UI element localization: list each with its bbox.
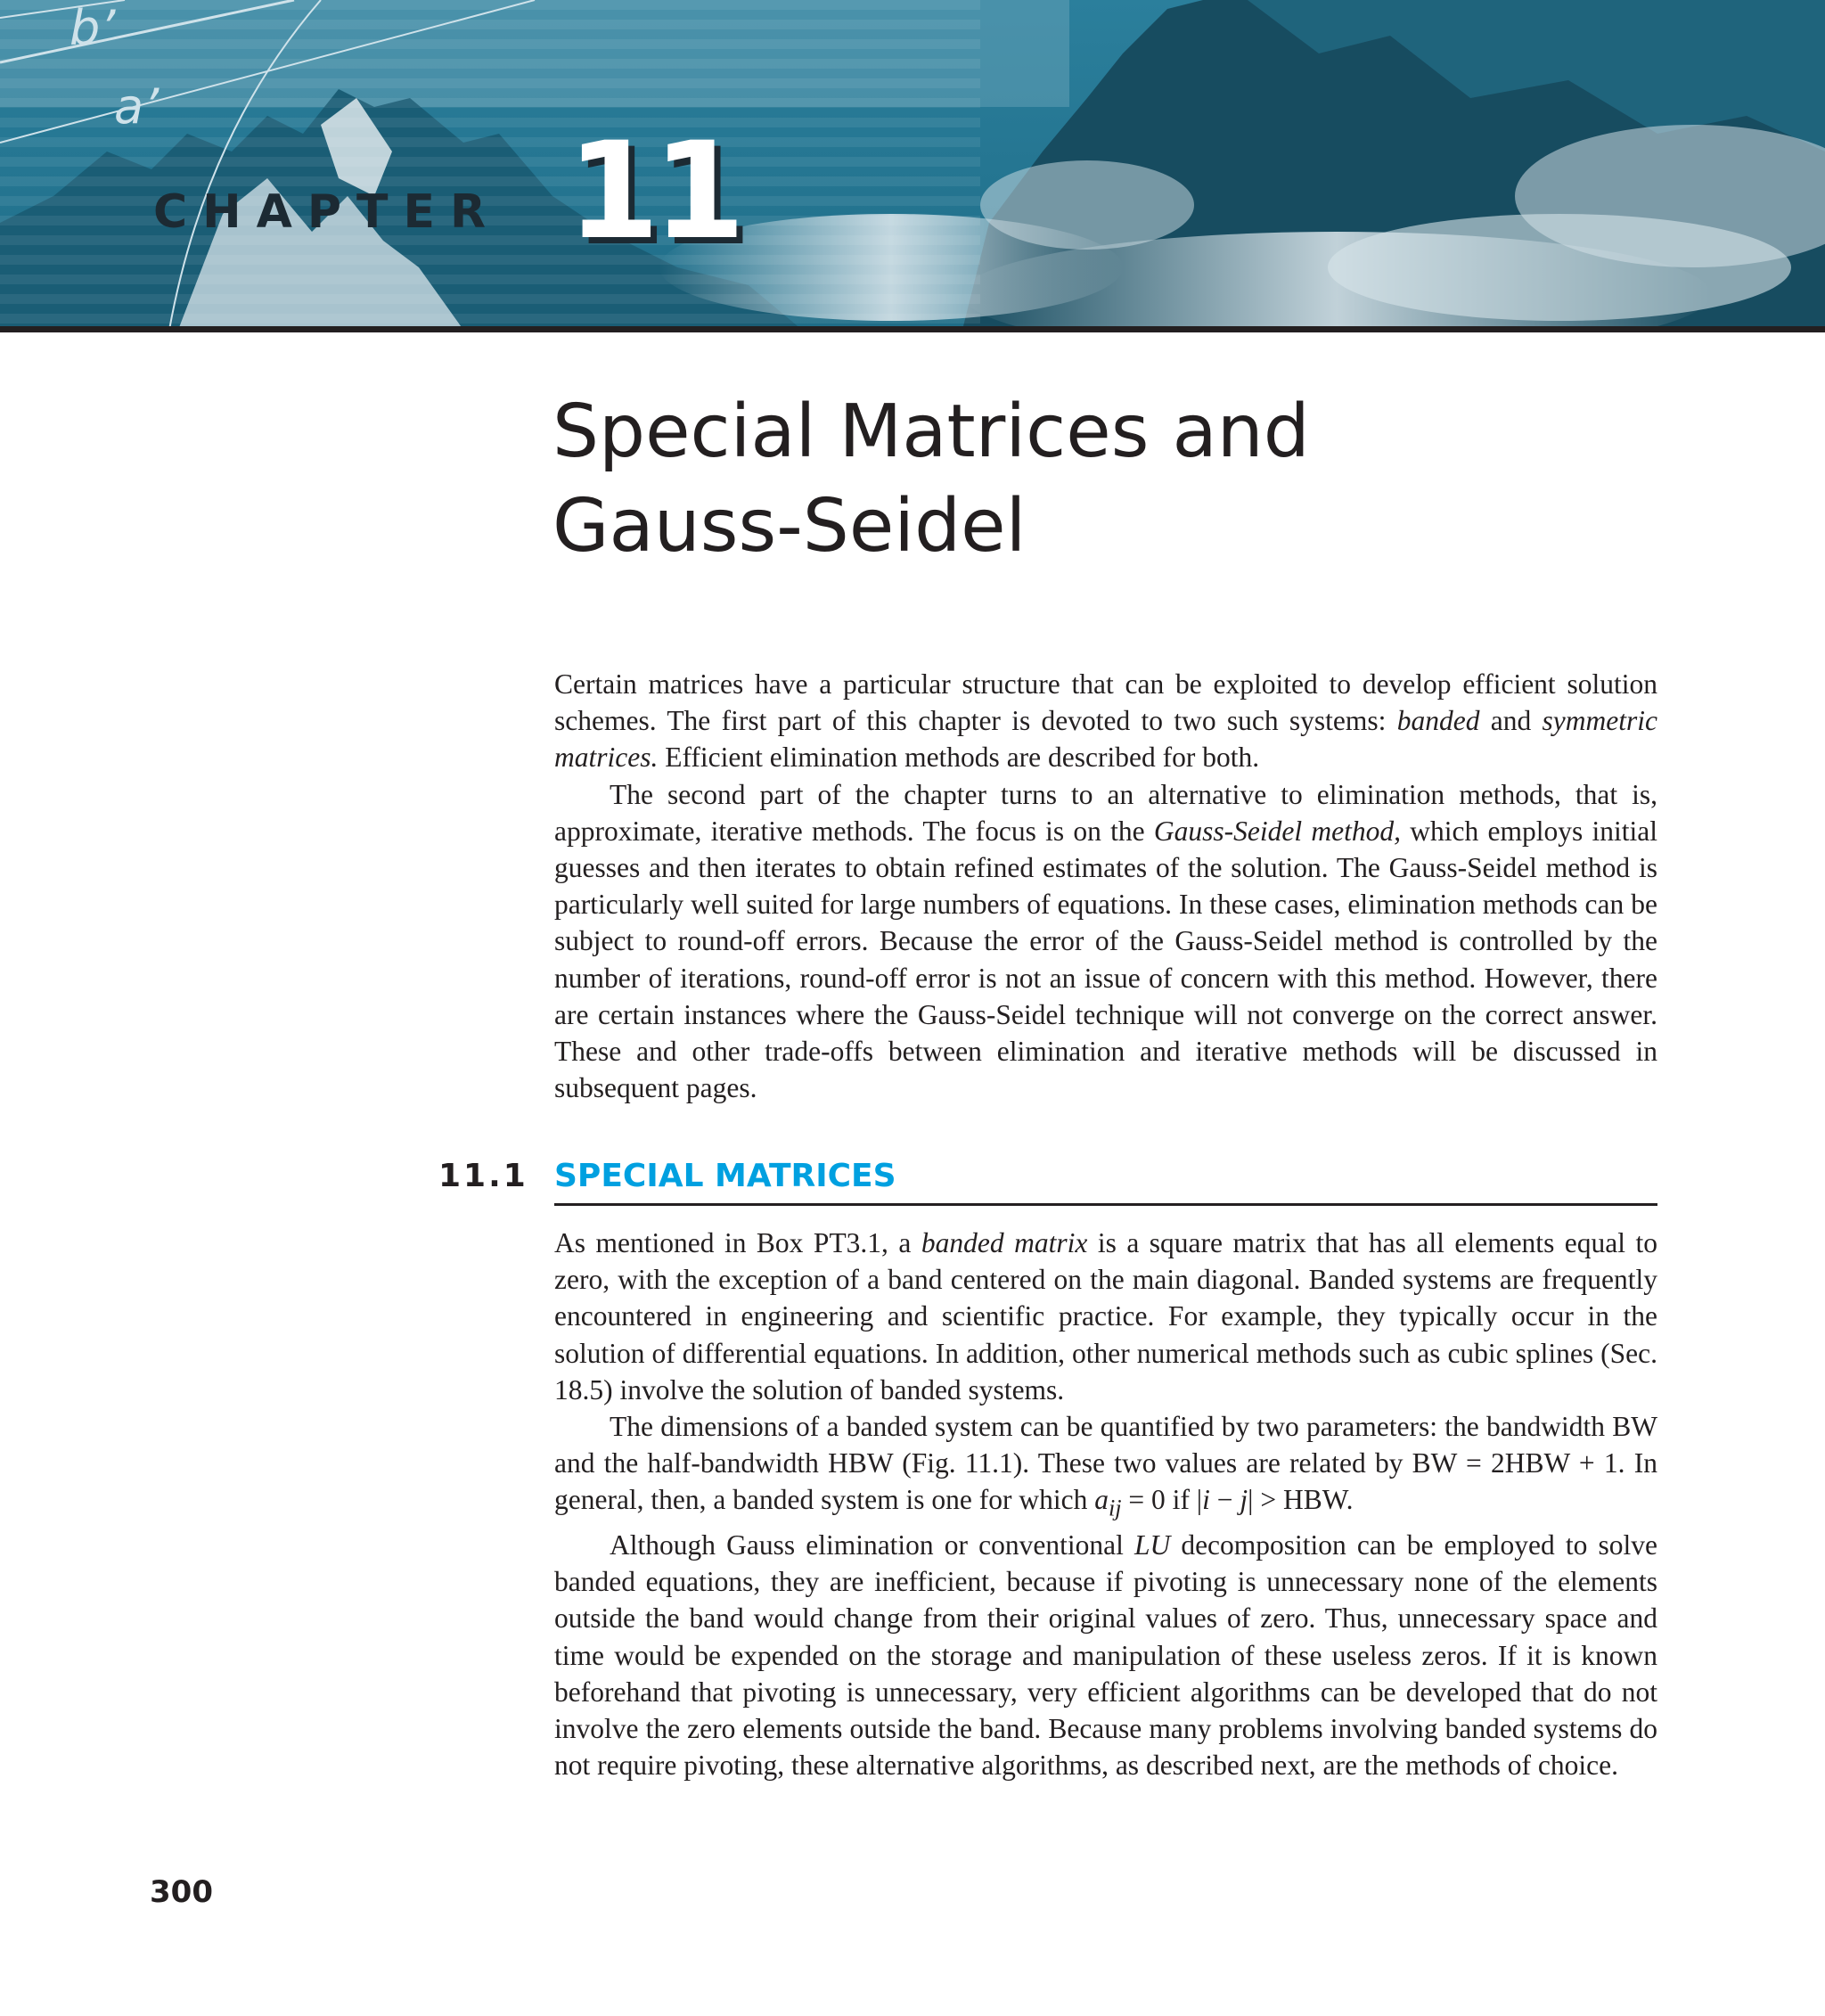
text-run: The dimensions of a banded system can be quantified by two parameters: the bandwidth BW and the half-bandwidth HBW (Fig. 11.1). These two values are related by BW = 2HBW + 1. In general, then, a banded system is one for which	[554, 1411, 1657, 1516]
chapter-title	[552, 385, 1533, 574]
text-run: Efficient elimination methods are described for both.	[658, 742, 1260, 774]
text-run: is a square matrix that has all elements equal to zero, with the exception of a band centered on the main diagonal. Banded systems are frequently encountered in engineering and scientific practice. For example, they typically occur in the solution of differential equations. In addition, other numerical methods such as cubic splines (Sec. 18.5) involve the solution of banded systems.	[554, 1227, 1658, 1405]
chapter-title-line1: Special Matrices and	[552, 389, 1310, 474]
chapter-number: 11	[567, 114, 739, 269]
text-run: and	[1479, 705, 1543, 737]
math-var-j: j	[1240, 1484, 1248, 1516]
text-run: The second part of the chapter turns to an alternative to elimination methods, that is, approximate, iterative methods. The focus is on the	[554, 778, 1657, 847]
chapter-intro	[554, 666, 1657, 1106]
section-paragraph-3	[554, 1527, 1657, 1783]
math-var-a: a	[1094, 1484, 1109, 1516]
section-paragraph-2	[554, 1408, 1657, 1527]
section-paragraph-1	[554, 1225, 1657, 1408]
emphasis-banded: banded	[1396, 705, 1480, 737]
diagram-label-a: a’	[114, 78, 160, 135]
text-run: = 0 if |	[1121, 1484, 1203, 1516]
text-run: which employs initial guesses and then iterates to obtain refined estimates of the solution. The Gauss-Seidel method is particularly well suited for large numbers of equations. In these cases, elimination methods can be subject to round-off errors. Because the error of the Gauss-Seidel method is controlled by the number of iterations, round-off error is not an issue of concern with this method. However, there are certain instances where the Gauss-Seidel technique will not converge on the correct answer. These and other trade-offs between elimination and iterative methods will be discussed in subsequent pages.	[554, 815, 1658, 1104]
text-run: decomposition can be employed to solve banded equations, they are inefficient, because if pivoting is unnecessary none of the elements outside the band would change from their original values of zero. Thus, unnecessary space and time would be expended on the storage and manipulation of these useless zeros. If it is known beforehand that pivoting is unnecessary, very efficient algorithms can be developed that do not involve the zero elements outside the band. Because many problems involving banded systems do not require pivoting, these alternative algorithms, as described next, are the methods of choice.	[554, 1528, 1657, 1782]
text-run: Although Gauss elimination or conventional	[610, 1528, 1134, 1561]
chapter-title-line2: Gauss-Seidel	[552, 484, 1027, 569]
section-number: 11.1	[438, 1158, 528, 1194]
emphasis-symmetric: symmetric matrices.	[554, 705, 1657, 774]
section-body	[554, 1225, 1657, 1783]
diagram-label-b: b’	[70, 0, 116, 56]
chapter-banner	[0, 0, 1825, 330]
text-run: Certain matrices have a particular structure that can be exploited to develop efficient solution schemes. The first part of this chapter is devoted to two such systems:	[554, 668, 1657, 737]
math-subscript-ij: ij	[1108, 1495, 1122, 1521]
intro-paragraph-2	[554, 776, 1657, 1107]
text-run: As mentioned in Box PT3.1, a	[554, 1227, 921, 1258]
mountain-banner-image	[0, 0, 1825, 330]
page-number: 300	[150, 1874, 213, 1910]
math-var-i: i	[1202, 1484, 1210, 1516]
text-run: | > HBW.	[1248, 1484, 1354, 1516]
intro-paragraph-1	[554, 666, 1657, 776]
section-title: SPECIAL MATRICES	[554, 1158, 896, 1194]
text-run: −	[1209, 1484, 1240, 1516]
chapter-label: CHAPTER	[153, 185, 502, 239]
emphasis-gauss-seidel: Gauss-Seidel method,	[1153, 815, 1401, 847]
emphasis-banded-matrix: banded matrix	[921, 1227, 1088, 1258]
section-rule	[554, 1203, 1657, 1206]
banner-divider	[0, 326, 1825, 332]
emphasis-lu: LU	[1133, 1528, 1171, 1561]
